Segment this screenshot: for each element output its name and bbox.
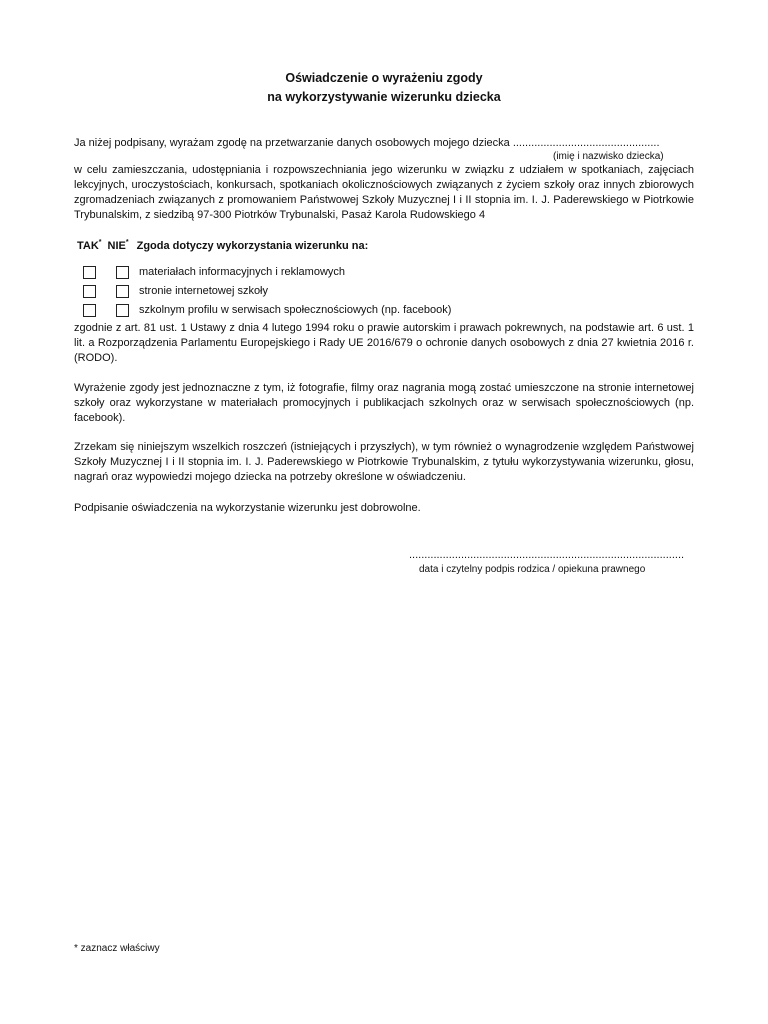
column-no-label: NIE xyxy=(107,240,126,252)
checkbox-no-materials[interactable] xyxy=(116,266,129,279)
purpose-paragraph: w celu zamieszczania, udostępniania i rozpowszechniania jego wizerunku w związku z udziałem w spotkaniach, zajęciach lekcyjnych, uroczystościach, konkursach, spotkaniach okolicznościowych związanych z życiem szkoły oraz innych zbiorowych zgromadzeniach związanych z promowaniem Państwowej Szkoły Muzycznej I i II stopnia im. I. J. Paderewskiego w Piotrkowie Trybunalskim, z siedzibą 97-300 Piotrków Trybunalski, Pasaż Karola Rudowskiego 4 xyxy=(74,164,694,221)
no-asterisk: * xyxy=(125,239,129,246)
legal-basis-paragraph: zgodnie z art. 81 ust. 1 Ustawy z dnia 4 lutego 1994 roku o prawie autorskim i prawach pokrewnych, na podstawie art. 6 ust. 1 lit. a Rozporządzenia Parlamentu Europejskiego i Rady UE 2016/679 o ochronie danych osobowych z dnia 27 kwietnia 2016 r. (RODO). xyxy=(74,322,694,364)
checkbox-yes-materials[interactable] xyxy=(83,266,96,279)
column-yes-label: TAK xyxy=(77,240,99,252)
waiver-paragraph: Zrzekam się niniejszym wszelkich roszczeń (istniejących i przyszłych), w tym również o wynagrodzenie względem Państwowej Szkoły Muzycznej I i II stopnia im. I. J. Paderewskiego w Piotrkowie Trybunalskim, z tytułu wykorzystywania wizerunku, głosu, nagrań oraz wypowiedzi mojego dziecka na potrzeby określone w oświadczeniu. xyxy=(74,441,694,483)
voluntary-paragraph: Podpisanie oświadczenia na wykorzystanie wizerunku jest dobrowolne. xyxy=(74,502,421,514)
consent-table-header xyxy=(77,239,368,254)
consent-heading: Zgoda dotyczy wykorzystania wizerunku na: xyxy=(136,240,369,252)
title-line-1: Oświadczenie o wyrażeniu zgody xyxy=(285,71,483,85)
checkbox-yes-social[interactable] xyxy=(83,304,96,317)
signature-line[interactable]: .......................................................................................... xyxy=(409,549,685,561)
title-line-2: na wykorzystywanie wizerunku dziecka xyxy=(267,90,501,104)
checkbox-no-website[interactable] xyxy=(116,285,129,298)
option-label: szkolnym profilu w serwisach społecznościowych (np. facebook) xyxy=(139,304,452,316)
signature-caption: data i czytelny podpis rodzica / opiekuna prawnego xyxy=(419,564,646,575)
consent-option-row xyxy=(0,265,768,281)
checkbox-no-social[interactable] xyxy=(116,304,129,317)
child-name-field-hint: (imię i nazwisko dziecka) xyxy=(553,151,664,162)
footnote: * zaznacz właściwy xyxy=(74,943,160,954)
option-label: stronie internetowej szkoły xyxy=(139,285,269,297)
yes-asterisk: * xyxy=(98,239,102,246)
publication-paragraph: Wyrażenie zgody jest jednoznaczne z tym, iż fotografie, filmy oraz nagrania mogą zostać umieszczone na stronie internetowej szkoły oraz wykorzystane w materiałach promocyjnych i publikacjach szkolnych oraz w serwisach społecznościowych (np. facebook). xyxy=(74,382,694,424)
document-title xyxy=(0,69,768,107)
checkbox-yes-website[interactable] xyxy=(83,285,96,298)
intro-statement: Ja niżej podpisany, wyrażam zgodę na przetwarzanie danych osobowych mojego dziecka ................................................ xyxy=(74,137,660,149)
consent-option-row xyxy=(0,284,768,300)
consent-option-row xyxy=(0,303,768,319)
option-label: materiałach informacyjnych i reklamowych xyxy=(139,266,346,278)
